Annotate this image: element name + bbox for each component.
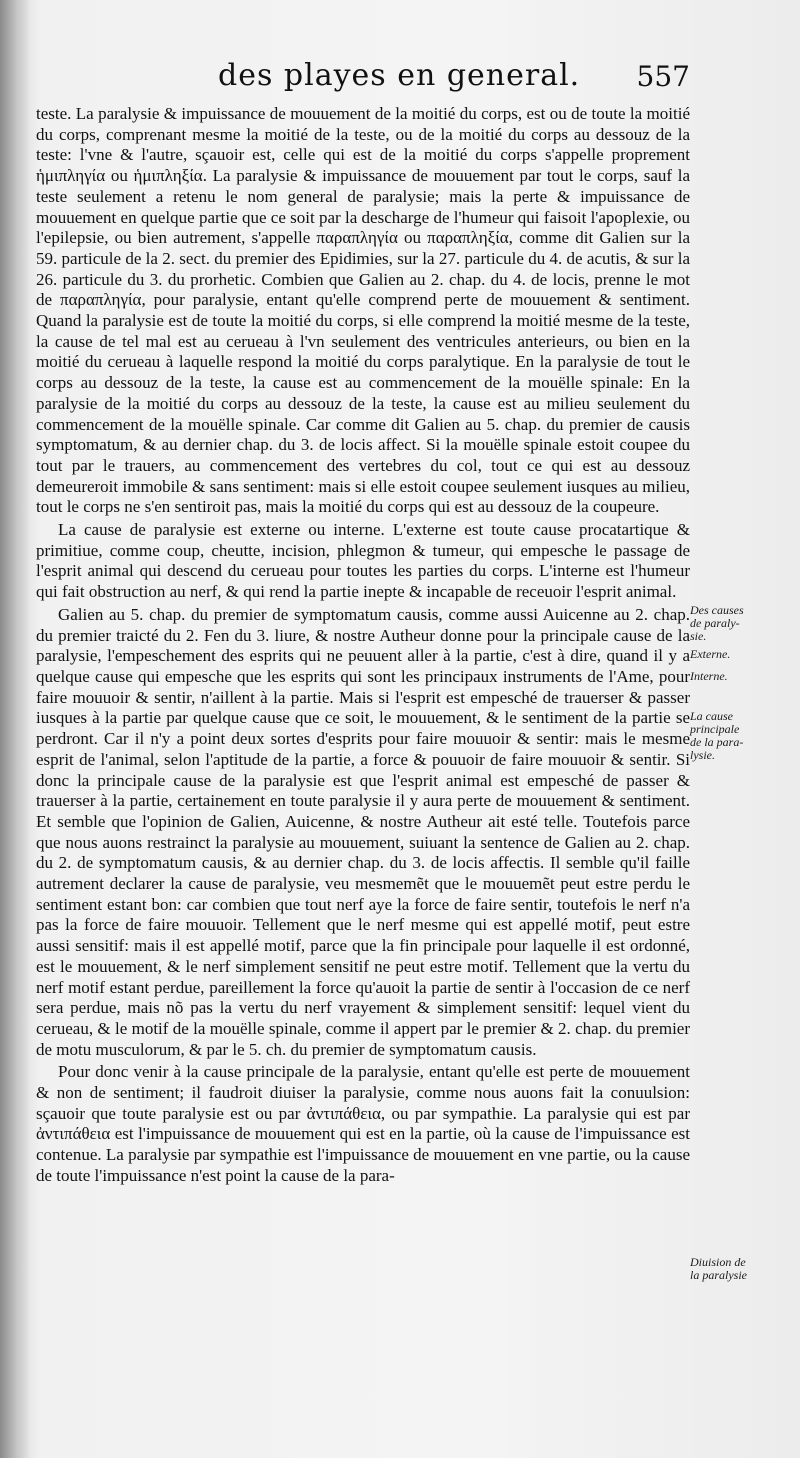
margin-note-causes — [690, 604, 790, 643]
page-header — [0, 58, 800, 98]
margin-note-externe — [690, 648, 790, 661]
paragraph-3: Galien au 5. chap. du premier de symptomatum causis, comme aussi Auicenne au 2. chap. du premier traicté du 2. Fen du 3. liure, & nostre Autheur donne pour la principale cause de la paralysie, l'empeschement des esprits qui ne peuuent aller à la partie, c'est à dire, quand il y a quelque cause qui empesche que les esprits qui sont les principaux instruments de l'Ame, pour faire mouuoir & sentir, n'aillent à la partie. Mais si l'esprit est empesché de trauerser & passer iusques à la partie par quelque cause que ce soit, le mouuement, & le sentiment de la partie se perdront. Car il n'y a point deux sortes d'esprits pour faire mouuoir & sentir: mais le mesme esprit de l'animal, selon l'aptitude de la partie, a force & pouuoir de faire mouuoir & sentir. Si donc la principale cause de la paralysie est que l'esprit animal est empesché de passer & trauerser à la partie, certainement en toute paralysie il y aura perte de mouuement & sentiment. Et semble que l'opinion de Galien, Auicenne, & nostre Autheur ait esté telle. Toutefois parce que nous auons restrainct la paralysie au mouuement, suiuant la sentence de Galien au 2. chap. du 2. de symptomatum causis, & au dernier chap. du 3. de locis affectis. Il semble qu'il faille autrement declarer la cause de paralysie, veu mesmemẽt que le mouuemẽt peut estre perdu le sentiment estant bon: car combien que tout nerf aye la force de faire sentir, toutefois le nerf n'a pas la force de faire mouuoir. Tellement que le nerf mesme qui est appellé motif, peut estre aussi sensitif: mais il est appellé motif, parce que la fin principale pour laquelle il est ordonné, est le mouuement, & le nerf simplement sensitif ne peut estre motif. Tellement que la vertu du nerf motif estant perdue, pareillement la force qu'auoit la partie de sentir à l'occasion de ce nerf sera perdue, mais nõ pas la vertu du nerf vrayement & simplement sensitif: lequel vient du cerueau, & le motif de la mouëlle spinale, comme il appert par le premier & 2. chap. du premier de motu musculorum, & par le 5. ch. du premier de symptomatum causis. — [36, 604, 690, 1059]
page-number: 557 — [636, 60, 690, 93]
margin-note-line: Diuision de — [690, 1255, 746, 1269]
margin-note-cause-principale — [690, 710, 790, 762]
margin-note-line: la paralysie — [690, 1268, 747, 1282]
margin-note-line: Interne. — [690, 669, 728, 683]
paragraph-2: La cause de paralysie est externe ou interne. L'externe est toute cause procatartique & primitiue, comme coup, cheutte, incision, phlegmon & tumeur, qui empesche le passage de l'esprit animal qui descend du cerueau pour toutes les parties du corps. L'interne est l'humeur qui fait obstruction au nerf, & qui rend la partie inepte & incapable de receuoir l'esprit animal. — [36, 520, 690, 602]
margin-note-line: de paraly- — [690, 616, 740, 630]
margin-note-diuision — [690, 1256, 790, 1282]
margin-note-line: La cause — [690, 709, 733, 723]
margin-note-line: principale — [690, 722, 740, 736]
margin-note-line: Des causes — [690, 603, 744, 617]
margin-note-line: de la para- — [690, 735, 744, 749]
paragraph-1: teste. La paralysie & impuissance de mouuement de la moitié du corps, est ou de toute la moitié du corps, comprenant mesme la moitié de la teste, ou de la moitié du corps au dessouz de la teste: l'vne & l'autre, sçauoir est, celle qui est de la moitié du corps s'appelle proprement ἡμιπληγία ou ἡμιπληξία. La paralysie & impuissance de mouuement par tout le corps, sauf la teste seulement a retenu le nom general de paralysie; mais la perte & impuissance de mouuement en quelque partie que ce soit par la descharge de l'humeur qui faisoit l'apoplexie, ou l'epilepsie, ou bien autrement, s'appelle παραπληγία ou παραπληξία, comme dit Galien sur la 59. particule de la 2. sect. du premier des Epidimies, sur la 27. particule du 4. de acutis, & sur la 26. particule du 3. du prorhetic. Combien que Galien au 2. chap. du 4. de locis, prenne le mot de παραπληγία, pour paralysie, entant qu'elle comprend perte de mouuement & sentiment. Quand la paralysie est de toute la moitié du corps, si elle comprend la moitié mesme de la teste, la cause de tel mal est au cerueau à l'vn seulement des ventricules anterieurs, ou bien en la moitié du cerueau à laquelle respond la moitié du corps paralytique. En la paralysie de tout le corps au dessouz de la teste, la cause est au commencement de la mouëlle spinale: En la paralysie de la moitié du corps au dessouz de la teste, la cause est au milieu seulement du commencement de la mouëlle spinale. Car comme dit Galien au 5. chap. du premier de causis symptomatum, & au dernier chap. du 3. de locis affect. Si la mouëlle spinale estoit coupee du tout par le trauers, au commencement des vertebres du col, tout ce qui est au dessouz demeureroit immobile & sans sentiment: mais si elle estoit coupee seulement iusques au milieu, tout le corps ne s'en sentiroit pas, mais la moitié du corps qui est au dessouz de la coupeure. — [36, 104, 690, 517]
margin-note-interne — [690, 670, 790, 683]
running-title: des playes en general. — [218, 58, 581, 93]
margin-notes — [690, 0, 800, 1458]
margin-note-line: lysie. — [690, 748, 715, 762]
margin-note-line: sie. — [690, 629, 707, 643]
margin-note-line: Externe. — [690, 647, 731, 661]
body-text — [36, 104, 690, 1187]
paragraph-4: Pour donc venir à la cause principale de la paralysie, entant qu'elle est perte de mouuement & non de sentiment; il faudroit diuiser la paralysie, comme nous auons fait la conuulsion: sçauoir que toute paralysie est ou par ἀντιπάθεια, ou par sympathie. La paralysie qui est par ἀντιπάθεια est l'impuissance de mouuement qui est en la partie, où la cause de l'impuissance est contenue. La paralysie par sympathie est l'impuissance de mouuement en vne partie, ou la cause de toute l'impuissance n'est point la cause de la para- — [36, 1062, 690, 1185]
page-gutter-shadow — [0, 0, 30, 1458]
